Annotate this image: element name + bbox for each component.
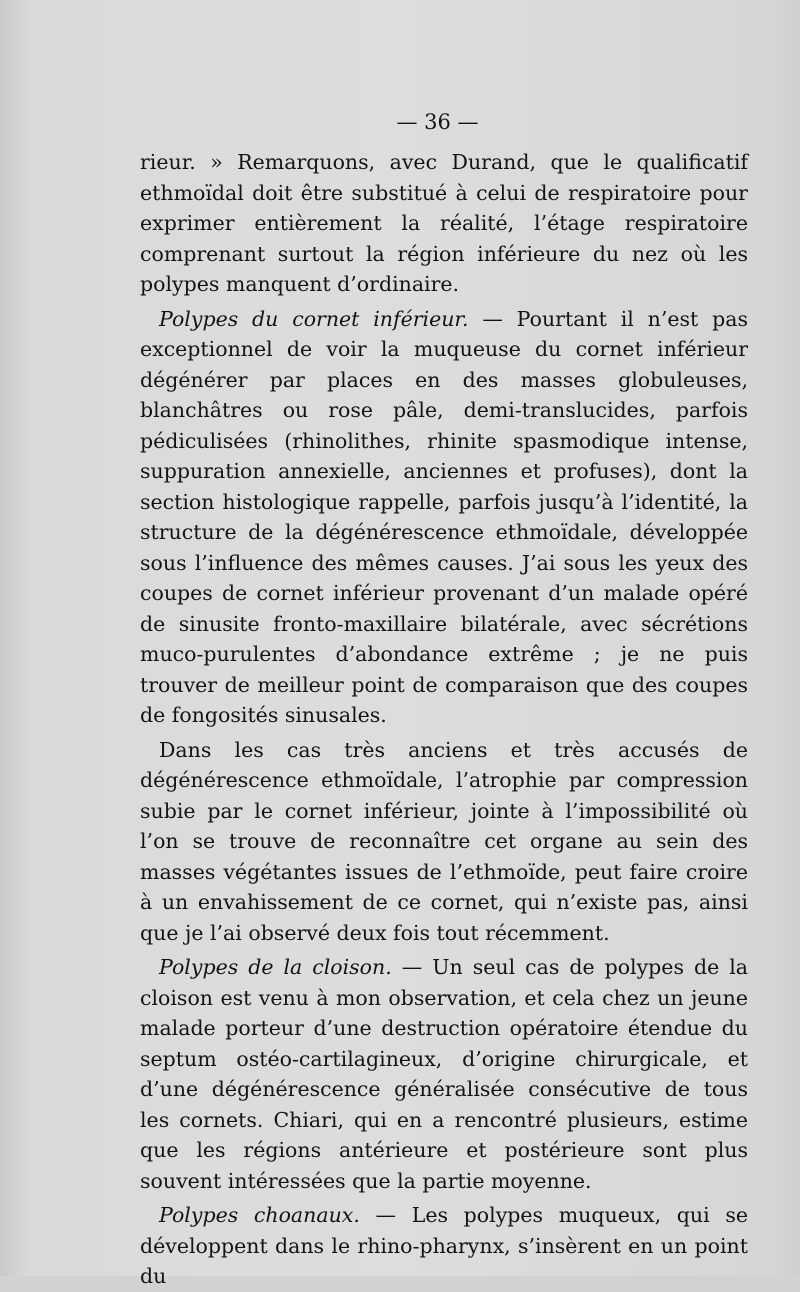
paragraph-text: Dans les cas très anciens et très accusés de dégénérescence ethmoïdale, l’atrophie par compression subie par le cornet inférieur, jointe à l’impossibilité où l’on se trouve de reconnaître cet organe au sein des masses végétantes issues de l’ethmoïde, peut faire croire à un envahissement de ce cornet, qui n’existe pas, ainsi que je l’ai observé deux fois tout récemment. <box>140 737 748 945</box>
paragraph-text: — Les polypes muqueux, qui se développent dans le rhino-pharynx, s’insèrent en un point du <box>140 1203 749 1288</box>
paragraph-continuation <box>140 147 748 300</box>
paragraph-text: — Pourtant il n’est pas exceptionnel de voir la muqueuse du cornet inférieur dégénérer par places en des masses globuleuses, blanchâtres ou rose pâle, demi-translucides, parfois pédiculisées (rhinolithes, rhinite spasmodique intense, suppuration annexielle, anciennes et profuses), dont la section histologique rappelle, parfois jusqu’à l’identité, la structure de la dégénérescence ethmoïdale, développée sous l’influence des mêmes causes. J’ai sous les yeux des coupes de cornet inférieur provenant d’un malade opéré de sinusite fronto-maxillaire bilatérale, avec sécrétions muco-purulentes d’abondance extrême ; je ne puis trouver de meilleur point de comparaison que des coupes de fongosités sinusales. <box>140 306 748 727</box>
paragraph-cornet-inferieur <box>140 304 748 731</box>
section-heading: Polypes de la cloison. <box>159 955 392 979</box>
body-text <box>140 147 748 1292</box>
section-heading: Polypes choanaux. <box>159 1203 360 1227</box>
page-number: — 36 — <box>396 110 479 134</box>
section-heading: Polypes du cornet inférieur. <box>159 306 469 331</box>
paragraph-text: rieur. » Remarquons, avec Durand, que le qualificatif ethmoïdal doit être substitué à celui de respiratoire pour exprimer entièrement la réalité, l’étage respiratoire comprenant surtout la région inférieure du nez où les polypes manquent d’ordinaire. <box>140 150 748 296</box>
paragraph-cas-anciens <box>140 735 748 949</box>
paragraph-text: — Un seul cas de polypes de la cloison est venu à mon observation, et cela chez un jeune malade porteur d’une destruction opératoire étendue du septum ostéo-cartilagineux, d’origine chirurgicale, et d’une dégénérescence généralisée consécutive de tous les cornets. Chiari, qui en a rencontré plusieurs, estime que les régions antérieure et postérieure sont plus souvent intéressées que la partie moyenne. <box>140 955 748 1193</box>
paragraph-choanaux <box>140 1200 748 1292</box>
paragraph-cloison <box>140 952 748 1196</box>
